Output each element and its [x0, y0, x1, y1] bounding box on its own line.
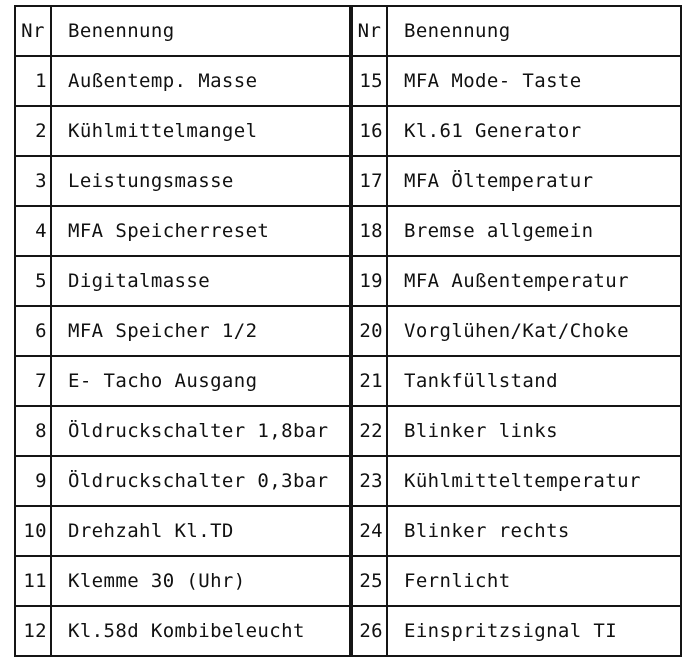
- left-pin-number: 6: [15, 306, 51, 356]
- left-pin-name: Leistungsmasse: [51, 156, 351, 206]
- header-nr-right: Nr: [351, 6, 387, 56]
- right-pin-name: Tankfüllstand: [387, 356, 681, 406]
- left-pin-number: 12: [15, 606, 51, 656]
- pin-rows: [15, 56, 681, 656]
- right-pin-number: 16: [351, 106, 387, 156]
- pin-assignment-table: [14, 5, 682, 657]
- left-pin-name: Kühlmittelmangel: [51, 106, 351, 156]
- right-pin-name: Bremse allgemein: [387, 206, 681, 256]
- left-pin-number: 10: [15, 506, 51, 556]
- right-pin-number: 18: [351, 206, 387, 256]
- left-pin-number: 3: [15, 156, 51, 206]
- header-benennung-right: Benennung: [387, 6, 681, 56]
- left-pin-name: Klemme 30 (Uhr): [51, 556, 351, 606]
- right-pin-name: Blinker rechts: [387, 506, 681, 556]
- table-row: [15, 506, 681, 556]
- table-row: [15, 156, 681, 206]
- right-pin-number: 23: [351, 456, 387, 506]
- left-pin-name: Kl.58d Kombibeleucht: [51, 606, 351, 656]
- right-pin-number: 21: [351, 356, 387, 406]
- left-pin-number: 8: [15, 406, 51, 456]
- right-pin-number: 17: [351, 156, 387, 206]
- right-pin-name: Vorglühen/Kat/Choke: [387, 306, 681, 356]
- right-pin-name: Fernlicht: [387, 556, 681, 606]
- table-row: [15, 106, 681, 156]
- left-pin-number: 9: [15, 456, 51, 506]
- left-pin-name: Öldruckschalter 1,8bar: [51, 406, 351, 456]
- right-pin-number: 19: [351, 256, 387, 306]
- table-row: [15, 456, 681, 506]
- left-pin-name: E- Tacho Ausgang: [51, 356, 351, 406]
- left-pin-name: Öldruckschalter 0,3bar: [51, 456, 351, 506]
- header-nr-left: Nr: [15, 6, 51, 56]
- right-pin-number: 24: [351, 506, 387, 556]
- table-row: [15, 606, 681, 656]
- right-pin-name: Kl.61 Generator: [387, 106, 681, 156]
- left-pin-number: 11: [15, 556, 51, 606]
- table-row: [15, 256, 681, 306]
- header-row: [15, 6, 681, 56]
- right-pin-name: MFA Mode- Taste: [387, 56, 681, 106]
- right-pin-name: MFA Öltemperatur: [387, 156, 681, 206]
- left-pin-name: Drehzahl Kl.TD: [51, 506, 351, 556]
- left-pin-name: Außentemp. Masse: [51, 56, 351, 106]
- table-row: [15, 556, 681, 606]
- right-pin-number: 25: [351, 556, 387, 606]
- table-row: [15, 206, 681, 256]
- right-pin-number: 20: [351, 306, 387, 356]
- left-pin-name: MFA Speicherreset: [51, 206, 351, 256]
- left-pin-name: Digitalmasse: [51, 256, 351, 306]
- right-pin-number: 22: [351, 406, 387, 456]
- table-row: [15, 306, 681, 356]
- left-pin-number: 5: [15, 256, 51, 306]
- left-pin-number: 4: [15, 206, 51, 256]
- right-pin-name: Kühlmitteltemperatur: [387, 456, 681, 506]
- right-pin-number: 26: [351, 606, 387, 656]
- right-pin-number: 15: [351, 56, 387, 106]
- table-row: [15, 56, 681, 106]
- table-row: [15, 406, 681, 456]
- left-pin-number: 1: [15, 56, 51, 106]
- right-pin-name: Einspritzsignal TI: [387, 606, 681, 656]
- left-pin-number: 2: [15, 106, 51, 156]
- right-pin-name: MFA Außentemperatur: [387, 256, 681, 306]
- left-pin-name: MFA Speicher 1/2: [51, 306, 351, 356]
- right-pin-name: Blinker links: [387, 406, 681, 456]
- header-benennung-left: Benennung: [51, 6, 351, 56]
- table-row: [15, 356, 681, 406]
- left-pin-number: 7: [15, 356, 51, 406]
